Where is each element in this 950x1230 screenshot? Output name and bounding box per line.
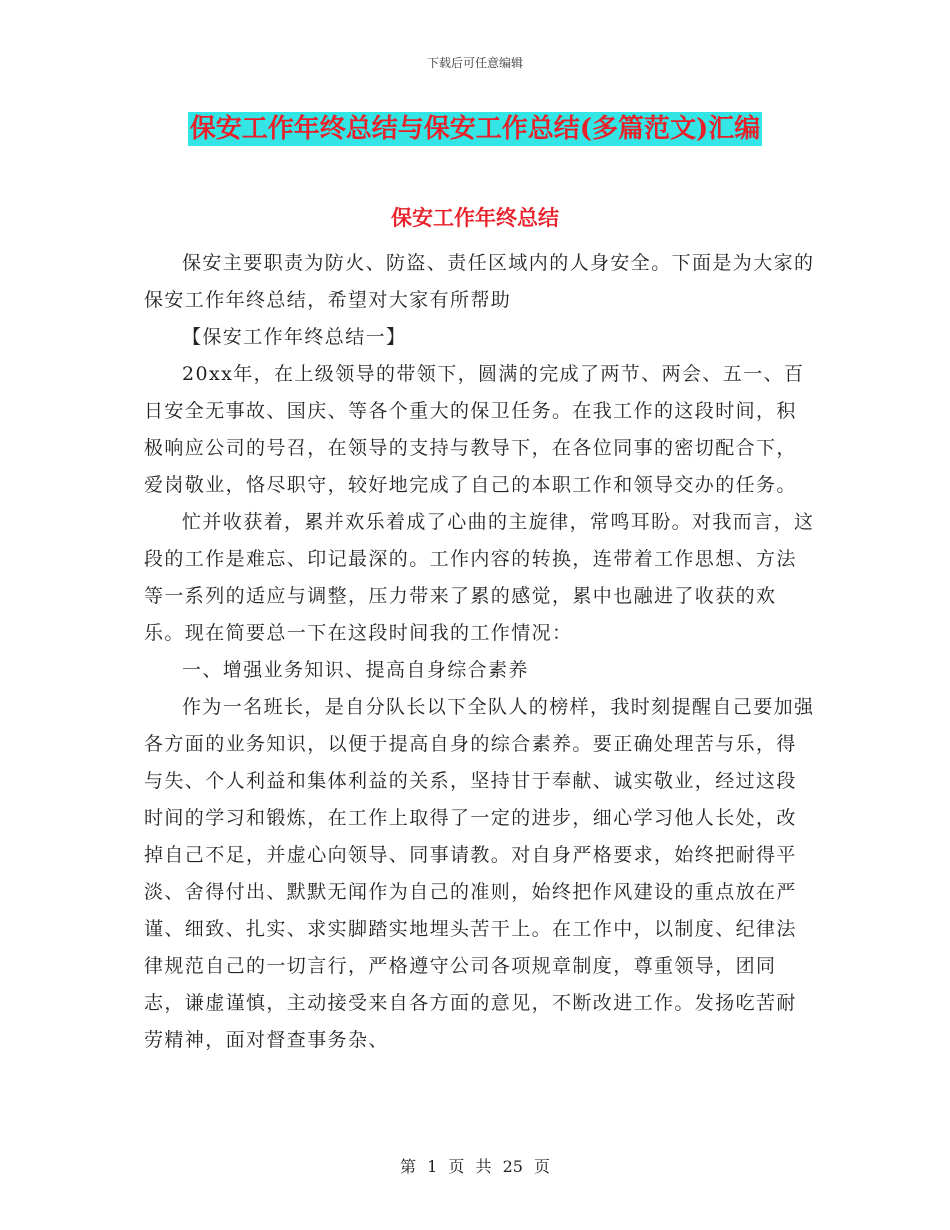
footer-suffix: 页 xyxy=(534,1157,551,1176)
section-title: 保安工作年终总结 xyxy=(391,205,559,230)
footer-page-label: 页 xyxy=(448,1157,465,1176)
footer-page-number: 1 xyxy=(427,1157,438,1176)
document-body xyxy=(144,245,816,1059)
paragraph-reflection: 忙并收获着，累并欢乐着成了心曲的主旋律，常鸣耳盼。对我而言，这段的工作是难忘、印记最深的。工作内容的转换，连带着工作思想、方法等一系列的适应与调整，压力带来了累的感觉，累中也融进了收获的欢乐。现在简要总一下在这段时间我的工作情况： xyxy=(144,511,815,644)
paragraph-intro: 保安主要职责为防火、防盗、责任区域内的人身安全。下面是为大家的保安工作年终总结，希望对大家有所帮助 xyxy=(144,252,815,311)
footer-total-label: 共 xyxy=(475,1157,492,1176)
paragraph-subtitle: 【保安工作年终总结一】 xyxy=(182,326,407,348)
paragraph-year-summary: 20xx年，在上级领导的带领下，圆满的完成了两节、两会、五一、百日安全无事故、国庆、等各个重大的保卫任务。在我工作的这段时间，积极响应公司的号召，在领导的支持与教导下，在各位同事的密切配合下，爱岗敬业，恪尽职守，较好地完成了自己的本职工作和领导交办的任务。 xyxy=(144,363,805,496)
document-title-container xyxy=(0,112,950,146)
footer-total-pages: 25 xyxy=(502,1157,523,1176)
footer-prefix: 第 xyxy=(399,1157,416,1176)
page-header-note: 下载后可任意编辑 xyxy=(426,56,523,70)
paragraph-heading-1: 一、增强业务知识、提高自身综合素养 xyxy=(182,659,529,681)
page-footer xyxy=(0,1154,950,1177)
document-title: 保安工作年终总结与保安工作总结(多篇范文)汇编 xyxy=(189,114,761,144)
paragraph-team-leader: 作为一名班长，是自分队长以下全队人的榜样，我时刻提醒自己要加强各方面的业务知识，以便于提高自身的综合素养。要正确处理苦与乐，得与失、个人利益和集体利益的关系，坚持甘于奉献、诚实敬业，经过这段时间的学习和锻炼，在工作上取得了一定的进步，细心学习他人长处，改掉自己不足，并虚心向领导、同事请教。对自身严格要求，始终把耐得平淡、舍得付出、默默无闻作为自己的准则，始终把作风建设的重点放在严谨、细致、扎实、求实脚踏实地埋头苦干上。在工作中，以制度、纪律法律规范自己的一切言行，严格遵守公司各项规章制度，尊重领导，团同志，谦虚谨慎，主动接受来自各方面的意见，不断改进工作。发扬吃苦耐劳精神，面对督查事务杂、 xyxy=(144,696,815,1051)
